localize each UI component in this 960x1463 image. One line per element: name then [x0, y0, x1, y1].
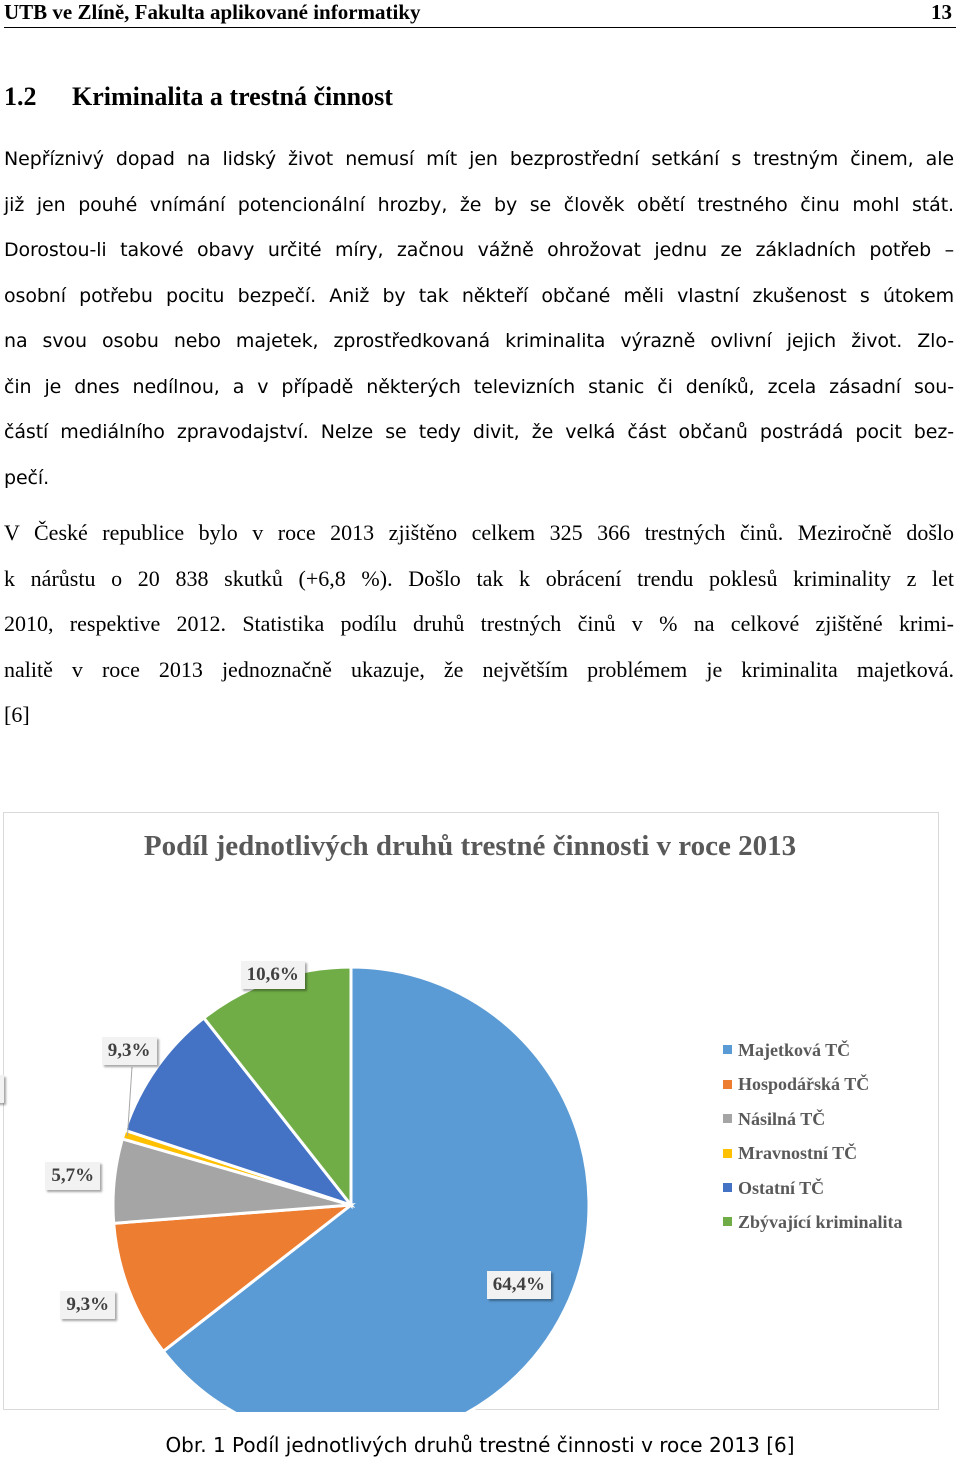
legend-label: Mravnostní TČ: [738, 1143, 858, 1164]
data-label-4: [0, 1075, 4, 1103]
paragraph-line: osobní potřebu pocitu bezpečí. Aniž by tak někteří občané měli vlastní zkušenost s útokem: [4, 284, 954, 307]
legend-item: [723, 1072, 903, 1106]
legend-item: [723, 1038, 903, 1072]
legend-swatch: [723, 1217, 732, 1226]
chart-title: Podíl jednotlivých druhů trestné činnosti v roce 2013: [143, 830, 797, 862]
legend-swatch: [723, 1149, 732, 1158]
paragraph-line: čin je dnes nedílnou, a v případě některých televizních stanic či deníků, zcela zásadní sou-: [4, 375, 954, 398]
paragraph-line: k nárůstu o 20 838 skutků (+6,8 %). Došlo tak k obrácení trendu poklesů kriminality z let: [4, 565, 954, 591]
paragraph-line: Dorostou-li takové obavy určité míry, začnou vážně ohrožovat jednu ze základních potřeb –: [4, 239, 954, 261]
legend-label: Násilná TČ: [738, 1108, 826, 1129]
paragraph-line: 2010, respektive 2012. Statistika podílu druhů trestných činů v % na celkové zjištěné krimi-: [4, 611, 954, 636]
legend-item: [723, 1176, 903, 1210]
paragraph-line: Nepříznivý dopad na lidský život nemusí mít jen bezprostřední setkání s trestným činem, ale: [4, 148, 954, 170]
paragraph-line: částí mediálního zpravodajství. Nelze se tedy divit, že velká část občanů postrádá pocit bez-: [4, 421, 954, 443]
running-header: [4, 0, 956, 26]
legend-label: Majetková TČ: [738, 1040, 851, 1060]
legend-swatch: [723, 1114, 732, 1123]
legend-label: Ostatní TČ: [738, 1177, 825, 1198]
paragraph-line: na svou osobu nebo majetek, zprostředkovaná kriminalita výrazně ovlivní jejich život. Zlo-: [4, 330, 954, 352]
legend-label: Zbývající kriminalita: [738, 1211, 903, 1232]
data-label-5: 9,3%: [102, 1037, 157, 1065]
header-divider: [4, 27, 956, 28]
section-number: 1.2: [4, 82, 37, 111]
data-label-2: 9,3%: [60, 1291, 115, 1319]
legend-label: Hospodářská TČ: [738, 1074, 870, 1095]
legend-swatch: [723, 1080, 732, 1089]
paragraph-line: již jen pouhé vnímání potencionální hrozby, že by se člověk obětí trestného činu mohl stát.: [4, 193, 954, 216]
figure-caption: Obr. 1 Podíl jednotlivých druhů trestné činnosti v roce 2013 [6]: [165, 1433, 795, 1457]
data-label-3: 5,7%: [45, 1162, 100, 1190]
paragraph-line: V České republice bylo v roce 2013 zjištěno celkem 325 366 trestných činů. Meziročně došlo: [4, 520, 954, 545]
paragraph-line: pečí.: [4, 466, 50, 489]
paragraph-statistics: [4, 510, 954, 738]
data-label-1: 64,4%: [487, 1271, 551, 1299]
section-title: Kriminalita a trestná činnost: [72, 82, 393, 111]
legend-item: [723, 1107, 903, 1141]
header-institution: UTB ve Zlíně, Fakulta aplikované informatiky: [4, 0, 421, 24]
paragraph-line: nalitě v roce 2013 jednoznačně ukazuje, že největším problémem je kriminalita majetková.: [4, 656, 954, 682]
paragraph-fear-of-crime: [4, 137, 954, 501]
header-page-number: 13: [931, 0, 952, 24]
chart-legend: [723, 1038, 903, 1244]
legend-swatch: [723, 1183, 732, 1192]
section-heading: [4, 80, 393, 114]
legend-item: [723, 1210, 903, 1244]
legend-item: [723, 1141, 903, 1175]
paragraph-line: [6]: [4, 702, 30, 727]
legend-swatch: [723, 1045, 732, 1054]
data-label-6: 10,6%: [241, 961, 305, 989]
